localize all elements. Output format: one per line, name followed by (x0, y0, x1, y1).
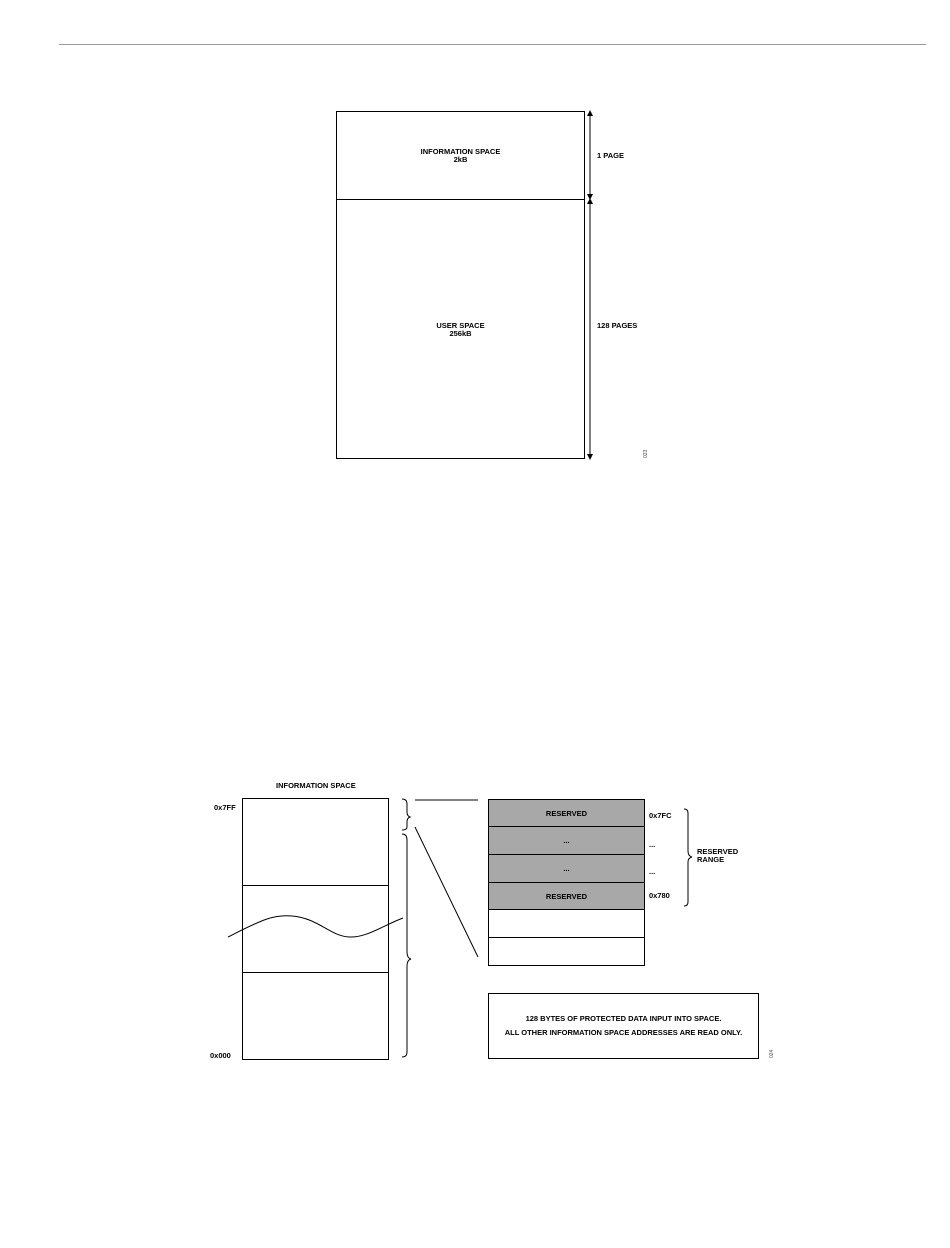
wavy-break-line (228, 916, 403, 937)
row-address-0x780: 0x780 (649, 891, 670, 900)
note-line-1: 128 BYTES OF PROTECTED DATA INPUT INTO SPACE. (525, 1014, 722, 1023)
reserved-range-brace (684, 809, 692, 906)
user-space-title: USER SPACE (436, 321, 485, 330)
ellipsis-row-1: ... (488, 826, 645, 855)
ellipsis-row-2: ... (488, 854, 645, 883)
figure-2-id: 024 (769, 1049, 775, 1058)
user-pages-label: 128 PAGES (597, 321, 638, 330)
figure-2-title: INFORMATION SPACE (276, 781, 356, 790)
row-address-ellipsis-1: ... (649, 840, 656, 849)
reserved-row-bottom: RESERVED (488, 882, 645, 910)
row-address-ellipsis-2: ... (649, 867, 656, 876)
reserved-range-label-line2: RANGE (697, 855, 725, 864)
leader-line-diagonal (415, 827, 478, 957)
information-space-title: INFORMATION SPACE (420, 147, 501, 156)
note-line-2: ALL OTHER INFORMATION SPACE ADDRESSES ARE READ ONLY. (504, 1028, 743, 1037)
figure-1-id: 023 (643, 449, 649, 458)
info-pages-label: 1 PAGE (597, 151, 624, 160)
reserved-range-label-line1: RESERVED (697, 847, 739, 856)
top-brace (402, 799, 410, 830)
reserved-row-top: RESERVED (488, 799, 645, 827)
user-space-size: 256kB (449, 329, 472, 338)
information-space-size: 2kB (453, 155, 468, 164)
address-top: 0x7FF (214, 803, 236, 812)
large-brace (402, 834, 411, 1057)
row-address-0x7fc: 0x7FC (649, 811, 672, 820)
address-bottom: 0x000 (210, 1051, 231, 1060)
